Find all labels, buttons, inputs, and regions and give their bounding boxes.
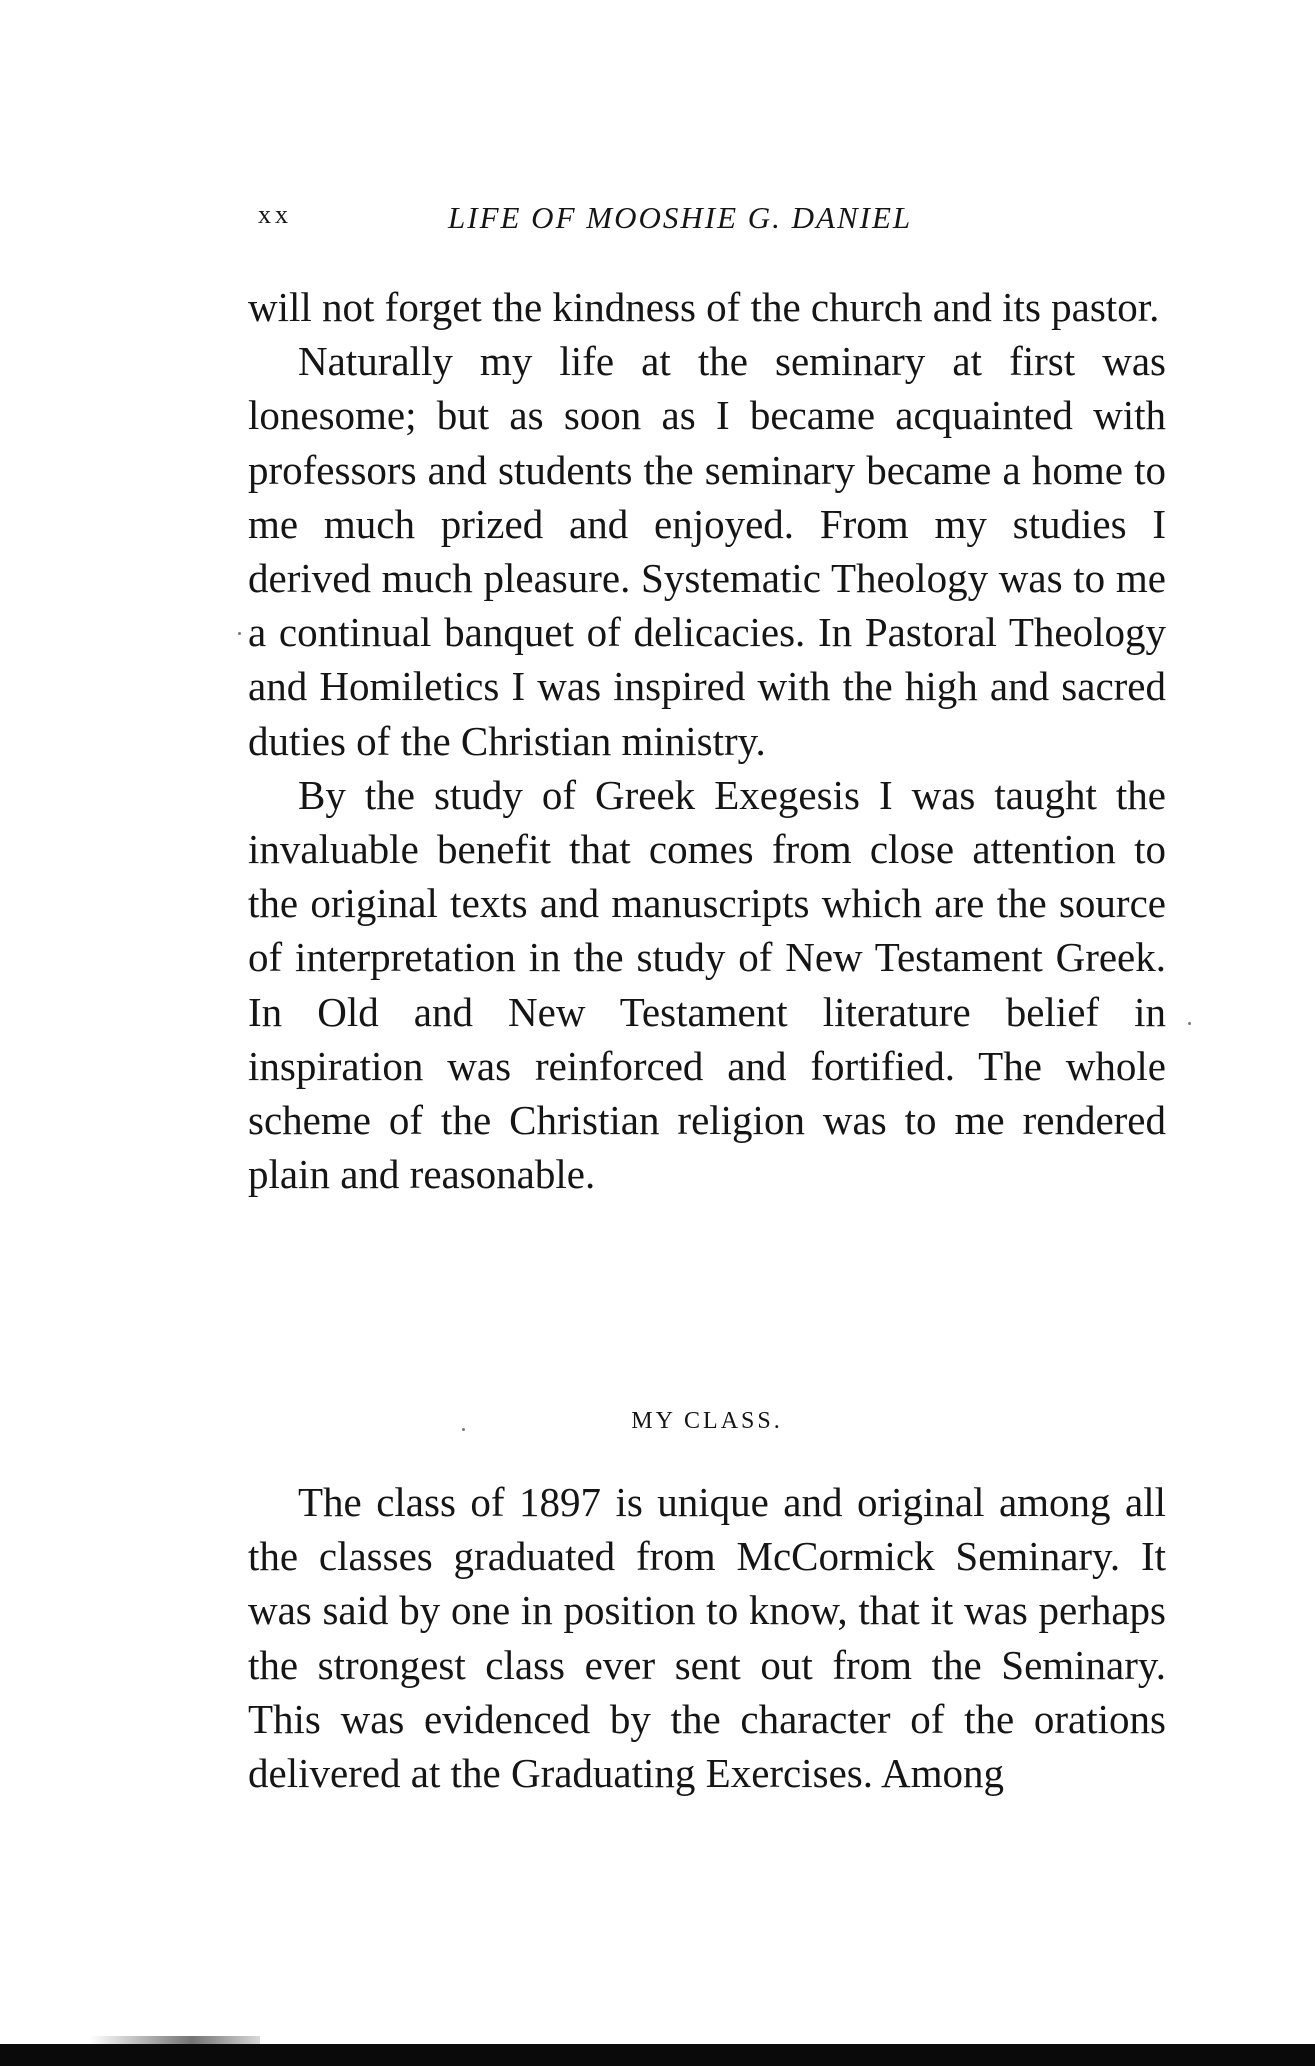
scan-smudge [90, 2036, 260, 2044]
scan-bottom-edge [0, 2044, 1315, 2066]
running-title: LIFE OF MOOSHIE G. DANIEL [448, 200, 913, 235]
paragraph: Naturally my life at the seminary at first was lonesome; but as soon as I became acquainted with professors and students the seminary became a home to me much prized and enjoyed. From my studies I derived much pleasure. Systematic Theology was to me a continual banquet of delicacies. In Pastoral Theology and Homiletics I was inspired with the high and sacred duties of the Christian ministry. [248, 338, 1166, 764]
page-number: xx [258, 200, 292, 229]
paragraph: The class of 1897 is unique and original among all the classes graduated from McCormick Seminary. It was said by one in position to know, that it was perhaps the strongest class ever sent out from the Seminary. This was evidenced by the character of the orations delivered at the Graduating Exercises. Among [248, 1479, 1166, 1797]
section-heading: MY CLASS. [631, 1408, 783, 1434]
margin-speck [238, 632, 241, 635]
margin-speck [462, 1428, 465, 1431]
section-body-text [248, 1475, 1166, 1800]
paragraph: will not forget the kindness of the church and its pastor. [248, 284, 1160, 330]
body-text [248, 280, 1166, 1201]
margin-speck [1188, 1022, 1191, 1025]
running-head [258, 200, 998, 250]
paragraph: By the study of Greek Exegesis I was taught the invaluable benefit that comes from close attention to the original texts and manuscripts which are the source of interpretation in the study of New Testament Greek. In Old and New Testament literature belief in inspiration was reinforced and fortified. The whole scheme of the Christian religion was to me rendered plain and reasonable. [248, 771, 1166, 1198]
